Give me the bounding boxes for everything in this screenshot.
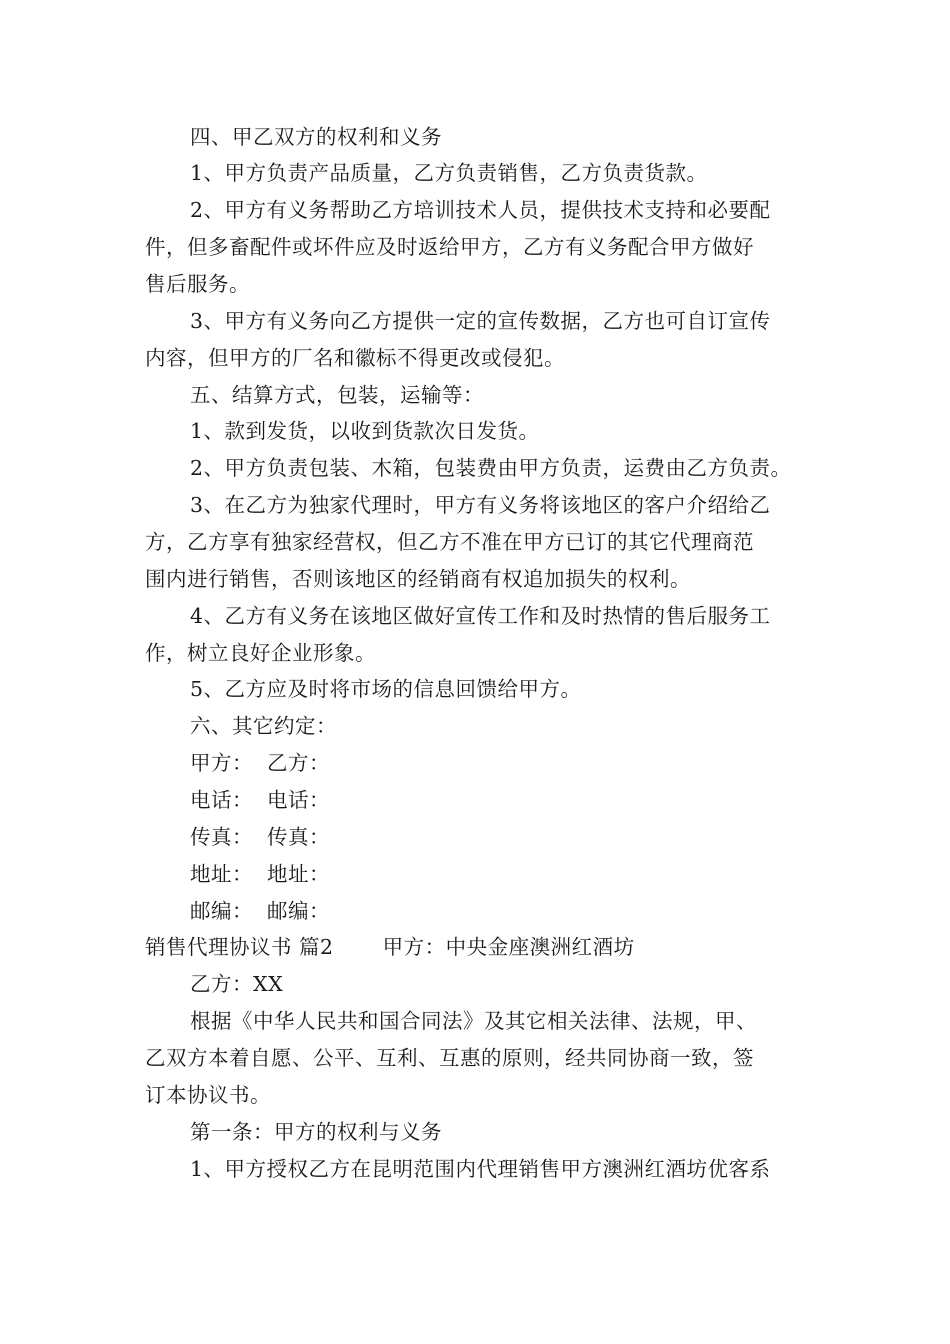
section-heading-rights: 四、甲乙双方的权利和义务 (190, 125, 442, 149)
section-heading-settlement: 五、结算方式，包装，运输等： (190, 383, 484, 407)
paragraph-line: 乙双方本着自愿、公平、互利、互惠的原则，经共同协商一致，签 (145, 1046, 754, 1070)
paragraph-line: 1、甲方负责产品质量，乙方负责销售，乙方负责货款。 (190, 161, 708, 185)
paragraph-line: 2、甲方负责包装、木箱，包装费由甲方负责，运费由乙方负责。 (190, 456, 792, 480)
paragraph-line: 2、甲方有义务帮助乙方培训技术人员，提供技术支持和必要配 (190, 198, 771, 222)
paragraph-line: 方，乙方享有独家经营权，但乙方不准在甲方已订的其它代理商范 (145, 530, 754, 554)
paragraph-line: 订本协议书。 (145, 1083, 271, 1107)
postcode-label-line: 邮编： 邮编： (190, 899, 331, 923)
address-label-line: 地址： 地址： (190, 862, 331, 886)
paragraph-line: 1、款到发货，以收到货款次日发货。 (190, 419, 540, 443)
party-label-line: 甲方： 乙方： (190, 751, 331, 775)
section-heading-other: 六、其它约定： (190, 714, 337, 738)
paragraph-line: 3、在乙方为独家代理时，甲方有义务将该地区的客户介绍给乙 (190, 493, 771, 517)
agreement-title-line: 销售代理协议书 篇2 甲方：中央金座澳洲红酒坊 (145, 935, 635, 959)
paragraph-line: 件，但多畜配件或坏件应及时返给甲方，乙方有义务配合甲方做好 (145, 235, 754, 259)
phone-label-line: 电话： 电话： (190, 788, 331, 812)
paragraph-line: 内容，但甲方的厂名和徽标不得更改或侵犯。 (145, 346, 565, 370)
paragraph-line: 根据《中华人民共和国合同法》及其它相关法律、法规，甲、 (190, 1009, 757, 1033)
paragraph-line: 5、乙方应及时将市场的信息回馈给甲方。 (190, 677, 582, 701)
paragraph-line: 1、甲方授权乙方在昆明范围内代理销售甲方澳洲红酒坊优客系 (190, 1157, 771, 1181)
paragraph-line: 售后服务。 (145, 272, 250, 296)
paragraph-line: 作，树立良好企业形象。 (145, 641, 376, 665)
paragraph-line: 3、甲方有义务向乙方提供一定的宣传数据，乙方也可自订宣传 (190, 309, 771, 333)
article-heading: 第一条：甲方的权利与义务 (190, 1120, 442, 1144)
paragraph-line: 4、乙方有义务在该地区做好宣传工作和及时热情的售后服务工 (190, 604, 771, 628)
fax-label-line: 传真： 传真： (190, 825, 331, 849)
party-b-line: 乙方：XX (190, 972, 284, 996)
paragraph-line: 围内进行销售，否则该地区的经销商有权追加损失的权利。 (145, 567, 691, 591)
